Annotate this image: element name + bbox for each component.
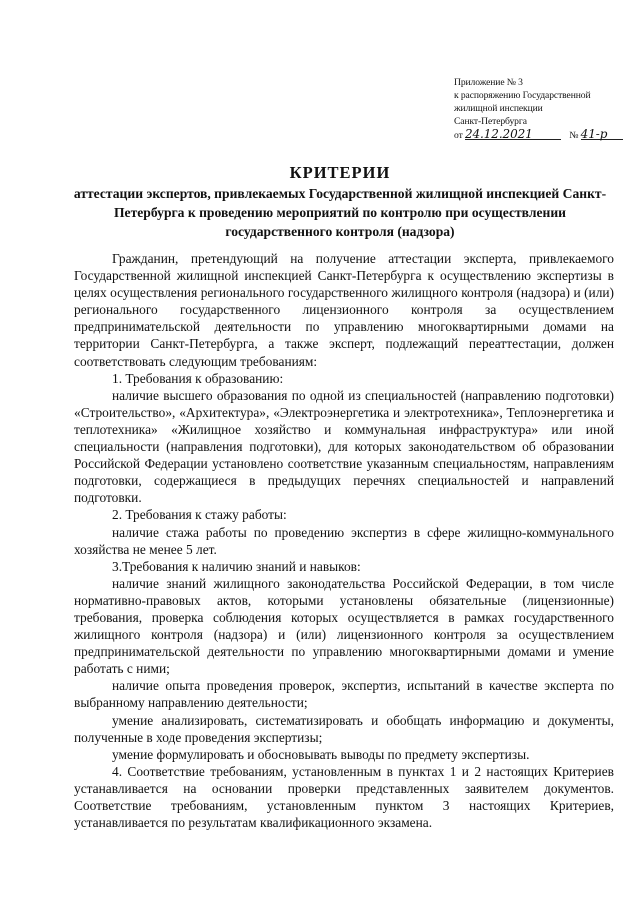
document-body xyxy=(74,250,614,831)
compliance-paragraph: 4. Соответствие требованиям, установленным в пунктах 1 и 2 настоящих Критериев устанавливается на основании проверки представленных заявителем документов. Соответствие требованиям, установленным пунктом 3 настоящих Критериев, устанавливается по результатам квалификационного экзамена. xyxy=(74,763,614,831)
annex-number-underline xyxy=(581,128,623,140)
education-paragraph: наличие высшего образования по одной из специальностей (направлению подготовки) «Строительство», «Архитектура», «Электроэнергетика и электротехника», Теплоэнергетика и теплотехника» «Жилищное хозяйство и коммунальная инфраструктура» или иной специальности (направления подготовки), для которых законодательством об образовании Российской Федерации установлено соответствие указанным специальностям, направлениям подготовки, содержащиеся в предыдущих перечнях специальностей и направлений подготовки. xyxy=(74,387,614,506)
annex-line-4: Санкт-Петербурга xyxy=(454,116,527,127)
annex-line-2: к распоряжению Государственной xyxy=(454,90,591,101)
annex-date-value: 24.12.2021 xyxy=(464,127,533,141)
document-title: КРИТЕРИИ xyxy=(289,163,391,182)
education-heading: 1. Требования к образованию: xyxy=(112,370,284,386)
annex-line-3: жилищной инспекции xyxy=(454,103,543,114)
experience-paragraph: наличие стажа работы по проведению экспертиз в сфере жилищно-коммунального хозяйства не менее 5 лет. xyxy=(74,524,614,557)
document-subtitle: аттестации экспертов, привлекаемых Государственной жилищной инспекцией Санкт-Петербурга к проведению мероприятий по контролю при осуществлении государственного контроля (надзора) xyxy=(73,186,607,239)
intro-paragraph: Гражданин, претендующий на получение аттестации эксперта, привлекаемого Государственной жилищной инспекцией Санкт-Петербурга к осуществлению экспертизы в целях осуществления регионального государственного жилищного контроля (надзора) и (или) регионального государственного лицензионного контроля за осуществлением предпринимательской деятельности по управлению многоквартирными домами на территории Санкт-Петербурга, а также эксперт, подлежащий переаттестации, должен соответствовать следующим требованиям: xyxy=(74,251,614,369)
skills-knowledge-paragraph: наличие знаний жилищного законодательства Российской Федерации, в том числе нормативно-правовых актов, которыми установлены обязательные (лицензионные) требования, проверка соблюдения которых осуществляется в рамках государственного жилищного контроля (надзора) и (или) лицензионного контроля за осуществлением предпринимательской деятельности по управлению многоквартирными домами и умение работать с ними; xyxy=(74,575,614,677)
annex-date-line xyxy=(454,128,634,142)
document-heading xyxy=(70,163,610,241)
annex-number-prefix: № xyxy=(569,130,579,141)
skills-heading: 3.Требования к наличию знаний и навыков: xyxy=(112,558,361,574)
skills-analysis-paragraph: умение анализировать, систематизировать и обобщать информацию и документы, полученные в ходе проведения экспертизы; xyxy=(74,712,614,745)
skills-conclusions-paragraph: умение формулировать и обосновывать выводы по предмету экспертизы. xyxy=(112,746,530,762)
skills-experience-paragraph: наличие опыта проведения проверок, экспертиз, испытаний в качестве эксперта по выбранному направлению деятельности; xyxy=(74,678,614,711)
annex-date-underline xyxy=(465,128,561,140)
annex-block xyxy=(454,76,634,142)
experience-heading: 2. Требования к стажу работы: xyxy=(112,507,287,523)
annex-line-1: Приложение № 3 xyxy=(454,77,523,88)
annex-number-value: 41-р xyxy=(580,127,608,141)
annex-date-prefix: от xyxy=(454,130,463,141)
